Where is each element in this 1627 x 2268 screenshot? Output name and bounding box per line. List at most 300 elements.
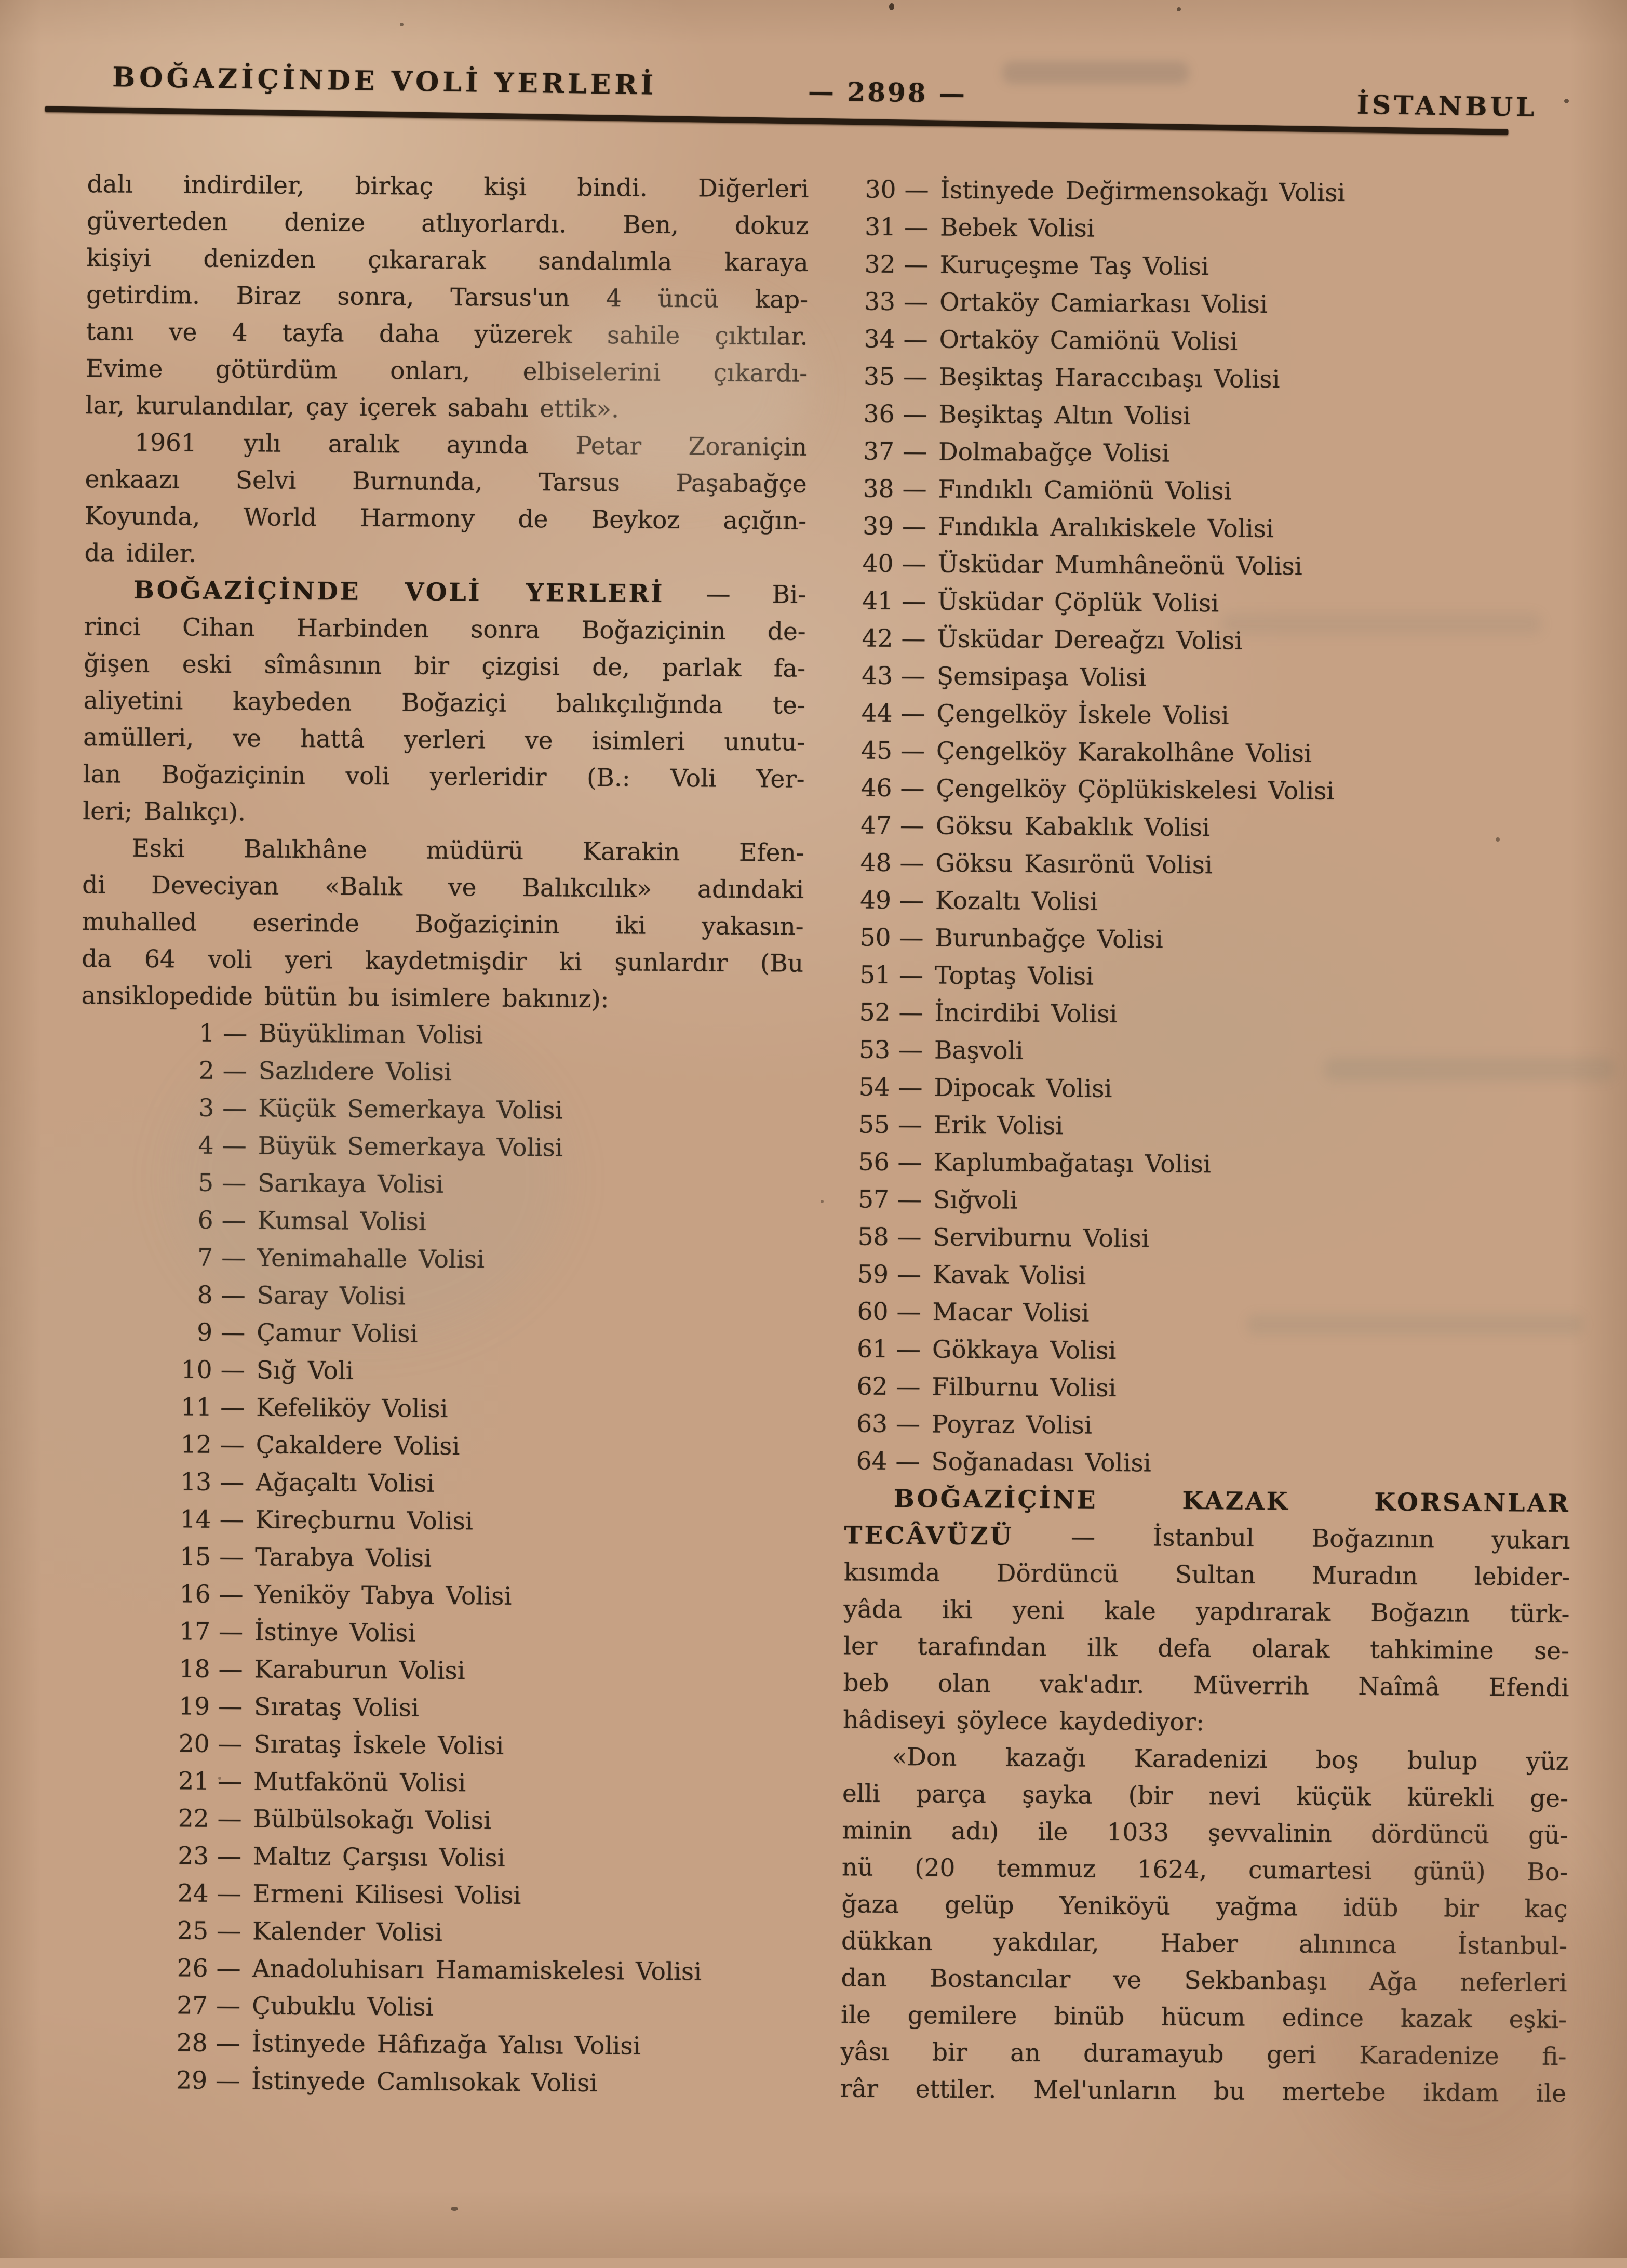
item-name: Kumsal Volisi bbox=[257, 1206, 427, 1236]
item-dash: — bbox=[899, 924, 924, 953]
item-name: Burunbağçe Volisi bbox=[935, 924, 1163, 954]
item-number: 27 bbox=[177, 1991, 208, 2020]
header-article-title: BOĞAZİÇİNDE VOLİ YERLERİ bbox=[112, 61, 657, 101]
list-item bbox=[847, 1256, 1572, 1298]
item-number: 47 bbox=[860, 811, 892, 840]
text-segment: — Bi- bbox=[664, 579, 806, 609]
item-dash: — bbox=[897, 1148, 922, 1177]
item-dash: — bbox=[222, 1056, 247, 1086]
text-line: güverteden denize atlıyorlardı. Ben, dokuz bbox=[86, 207, 809, 241]
item-number: 56 bbox=[858, 1148, 890, 1177]
text-line: aliyetini kaybeden Boğaziçi balıkçılığında te- bbox=[83, 686, 805, 720]
text-segment: — İstanbul Boğazının yukarı bbox=[1013, 1522, 1570, 1555]
text-line: getirdim. Biraz sonra, Tarsus'un 4 üncü kap- bbox=[86, 281, 809, 314]
item-dash: — bbox=[899, 811, 925, 841]
list-item bbox=[849, 956, 1574, 999]
item-name: Kaplumbağataşı Volisi bbox=[933, 1148, 1212, 1179]
text-line: yâda iki yeni kale yapdırarak Boğazın türk- bbox=[843, 1595, 1570, 1629]
item-number: 24 bbox=[177, 1879, 209, 1908]
item-number: 53 bbox=[859, 1035, 891, 1064]
item-name: Kuruçeşme Taş Volisi bbox=[939, 250, 1209, 282]
item-number: 43 bbox=[862, 661, 893, 690]
item-number: 37 bbox=[863, 437, 895, 466]
item-name: Beşiktaş Altın Volisi bbox=[938, 400, 1191, 431]
list-item bbox=[156, 1239, 801, 1281]
item-number: 14 bbox=[180, 1505, 211, 1534]
item-dash: — bbox=[220, 1393, 245, 1422]
item-dash: — bbox=[897, 1223, 922, 1252]
item-dash: — bbox=[904, 213, 929, 242]
item-number: 10 bbox=[181, 1355, 212, 1384]
text-line: kişiyi denizden çıkararak sandalımla karaya bbox=[86, 244, 809, 277]
text-line: di Deveciyan «Balık ve Balıkcılık» adındaki bbox=[82, 871, 804, 904]
text-line: minin adı) ile 1033 şevvalinin dördüncü gü- bbox=[842, 1816, 1568, 1850]
item-number: 38 bbox=[863, 474, 894, 503]
item-name: Göksu Kasırönü Volisi bbox=[935, 849, 1213, 880]
item-name: Maltız Çarşısı Volisi bbox=[252, 1842, 505, 1873]
text-line: da 64 voli yeri kaydetmişdir ki şunlardır (Bu bbox=[82, 944, 804, 978]
list-item bbox=[151, 1950, 796, 1992]
list-item bbox=[846, 1330, 1571, 1373]
item-dash: — bbox=[217, 1842, 242, 1871]
list-item bbox=[153, 1576, 799, 1618]
item-dash: — bbox=[904, 250, 929, 279]
item-name: Kalender Volisi bbox=[252, 1917, 443, 1947]
text-line: dan Bostancılar ve Sekbanbaşı Ağa neferleri bbox=[841, 1964, 1567, 1998]
text-line: muhalled eserinde Boğaziçinin iki yakasın- bbox=[82, 908, 804, 941]
item-number: 61 bbox=[856, 1335, 889, 1364]
item-dash: — bbox=[897, 1185, 922, 1215]
text-line: rinci Cihan Harbinden sonra Boğaziçinin de- bbox=[84, 612, 806, 646]
list-item bbox=[853, 321, 1578, 363]
item-number: 5 bbox=[198, 1168, 214, 1197]
item-name: Poyraz Volisi bbox=[931, 1410, 1093, 1440]
list-item bbox=[849, 919, 1574, 962]
item-name: İncirdibi Volisi bbox=[934, 998, 1118, 1029]
paragraph bbox=[81, 830, 804, 1019]
item-dash: — bbox=[899, 849, 924, 878]
item-name: Ortaköy Camiönü Volisi bbox=[939, 325, 1238, 356]
item-number: 15 bbox=[180, 1542, 211, 1571]
item-name: İstinyede Hâfızağa Yalısı Volisi bbox=[251, 2029, 641, 2061]
item-dash: — bbox=[219, 1505, 244, 1535]
list-item bbox=[152, 1800, 797, 1842]
item-number: 41 bbox=[862, 586, 894, 616]
text-line bbox=[844, 1517, 1570, 1559]
item-name: Dolmabağçe Volisi bbox=[938, 437, 1170, 468]
item-name: Çubuklu Volisi bbox=[251, 1992, 434, 2022]
list-item bbox=[853, 433, 1578, 475]
paragraph bbox=[840, 1738, 1569, 2112]
list-item bbox=[156, 1202, 801, 1244]
list-item bbox=[154, 1501, 799, 1543]
list-item bbox=[154, 1538, 799, 1580]
paragraph bbox=[83, 571, 806, 835]
item-number: 58 bbox=[857, 1222, 889, 1251]
list-item bbox=[152, 1837, 797, 1879]
list-item bbox=[852, 545, 1577, 588]
text-line: lan Boğaziçinin voli yerleridir (B.: Voli Yer- bbox=[83, 760, 805, 794]
list-item bbox=[854, 246, 1579, 288]
item-number: 63 bbox=[856, 1409, 888, 1438]
item-number: 9 bbox=[197, 1318, 213, 1347]
item-number: 22 bbox=[178, 1804, 209, 1833]
item-number: 11 bbox=[181, 1393, 212, 1422]
item-dash: — bbox=[903, 288, 929, 317]
item-number: 13 bbox=[180, 1467, 212, 1497]
list-item bbox=[151, 1987, 796, 2029]
list-item bbox=[852, 582, 1577, 625]
item-name: Karaburun Volisi bbox=[254, 1655, 465, 1686]
list-item bbox=[154, 1463, 800, 1505]
list-item bbox=[848, 1143, 1572, 1186]
text-line: yâsı bir an duramayub geri Karadenize fi- bbox=[840, 2037, 1567, 2072]
item-number: 4 bbox=[198, 1131, 214, 1160]
item-name: Beşiktaş Haraccıbaşı Volisi bbox=[938, 363, 1280, 394]
item-name: Şemsipaşa Volisi bbox=[936, 662, 1147, 692]
list-item bbox=[150, 2062, 796, 2104]
list-item bbox=[848, 1069, 1573, 1111]
list-item bbox=[155, 1389, 800, 1431]
text-line: elli parça şayka (bir nevi küçük kürekli ge- bbox=[842, 1779, 1569, 1813]
paragraph bbox=[843, 1480, 1570, 1743]
running-header bbox=[0, 60, 1627, 146]
item-number: 55 bbox=[858, 1110, 890, 1139]
item-name: Ortaköy Camiarkası Volisi bbox=[939, 288, 1268, 319]
item-name: Ermeni Kilisesi Volisi bbox=[252, 1879, 521, 1910]
list-item bbox=[845, 1443, 1570, 1485]
item-number: 25 bbox=[177, 1916, 209, 1945]
item-dash: — bbox=[896, 1335, 921, 1364]
bold-text: BOĞAZİÇİNDE VOLİ YERLERİ bbox=[133, 576, 665, 608]
item-dash: — bbox=[218, 1729, 243, 1759]
list-item bbox=[153, 1650, 798, 1692]
item-number: 8 bbox=[197, 1280, 213, 1310]
item-dash: — bbox=[898, 961, 924, 990]
text-line: ğişen eski sîmâsının bir çizgisi de, parlak fa- bbox=[83, 649, 806, 683]
item-number: 36 bbox=[863, 399, 895, 429]
list-item bbox=[849, 1031, 1574, 1074]
list-item bbox=[851, 657, 1576, 700]
item-number: 52 bbox=[859, 998, 891, 1027]
item-dash: — bbox=[903, 400, 927, 429]
item-number: 19 bbox=[179, 1692, 210, 1721]
item-dash: — bbox=[896, 1298, 921, 1327]
item-name: Kefeliköy Volisi bbox=[256, 1393, 448, 1423]
voli-list bbox=[844, 171, 1580, 1485]
item-dash: — bbox=[220, 1430, 245, 1460]
item-dash: — bbox=[901, 624, 926, 653]
item-dash: — bbox=[900, 737, 925, 766]
list-item bbox=[846, 1405, 1571, 1448]
item-dash: — bbox=[217, 1767, 243, 1796]
item-name: Kavak Volisi bbox=[932, 1260, 1086, 1290]
item-dash: — bbox=[217, 1879, 241, 1909]
item-name: Sazlıdere Volisi bbox=[258, 1057, 452, 1087]
item-name: Dipocak Volisi bbox=[934, 1073, 1112, 1103]
text-line bbox=[84, 571, 806, 613]
item-name: Küçük Semerkaya Volisi bbox=[258, 1094, 563, 1125]
item-dash: — bbox=[900, 699, 925, 728]
item-number: 60 bbox=[857, 1297, 889, 1326]
item-number: 3 bbox=[198, 1093, 214, 1123]
item-number: 29 bbox=[176, 2066, 208, 2095]
item-name: Büyükliman Volisi bbox=[259, 1019, 483, 1050]
list-item bbox=[852, 470, 1577, 513]
item-name: Kozaltı Volisi bbox=[935, 886, 1098, 916]
item-dash: — bbox=[898, 998, 923, 1028]
paragraph bbox=[84, 424, 807, 577]
item-number: 21 bbox=[178, 1767, 210, 1796]
list-item bbox=[846, 1368, 1571, 1410]
list-item bbox=[848, 1181, 1572, 1223]
item-name: İstinye Volisi bbox=[254, 1618, 416, 1648]
text-line: hâdiseyi şöylece kaydediyor: bbox=[842, 1705, 1205, 1737]
text-line: amülleri, ve hattâ yerleri ve isimleri unutu- bbox=[83, 723, 805, 757]
list-item bbox=[156, 1164, 802, 1206]
list-item bbox=[152, 1763, 798, 1805]
item-number: 59 bbox=[857, 1260, 889, 1289]
item-number: 49 bbox=[860, 886, 892, 915]
item-number: 45 bbox=[861, 736, 893, 765]
item-name: Macar Volisi bbox=[932, 1298, 1090, 1328]
item-dash: — bbox=[217, 1804, 242, 1834]
item-name: Mutfakönü Volisi bbox=[253, 1767, 466, 1798]
item-number: 16 bbox=[179, 1580, 211, 1609]
item-number: 18 bbox=[179, 1655, 210, 1684]
item-name: Tarabya Volisi bbox=[254, 1543, 432, 1573]
item-name: Bülbülsokağı Volisi bbox=[253, 1805, 492, 1835]
item-dash: — bbox=[900, 774, 925, 803]
list-item bbox=[153, 1613, 799, 1655]
list-item bbox=[151, 1875, 797, 1917]
text-line: leri; Balıkçı). bbox=[82, 797, 246, 827]
item-dash: — bbox=[222, 1131, 247, 1160]
item-dash: — bbox=[902, 437, 927, 466]
item-name: Çengelköy Çöplükiskelesi Volisi bbox=[936, 774, 1335, 806]
list-item bbox=[846, 1293, 1571, 1336]
text-line: tanı ve 4 tayfa daha yüzerek sahile çıktılar. bbox=[86, 317, 808, 351]
item-name: Sırataş Volisi bbox=[253, 1692, 420, 1723]
item-dash: — bbox=[218, 1617, 244, 1647]
item-name: Sarıkaya Volisi bbox=[258, 1169, 444, 1199]
text-line: râr ettiler. Mel'unların bu mertebe ikdam ile bbox=[840, 2074, 1567, 2109]
item-dash: — bbox=[903, 325, 928, 354]
item-number: 23 bbox=[178, 1842, 209, 1871]
item-dash: — bbox=[902, 475, 927, 504]
item-name: Çakaldere Volisi bbox=[256, 1431, 460, 1461]
item-dash: — bbox=[218, 1692, 243, 1722]
item-name: İstinyede Camlısokak Volisi bbox=[251, 2066, 598, 2098]
item-dash: — bbox=[902, 512, 927, 541]
text-line: dükkan yakdılar, Haber alınınca İstanbul- bbox=[841, 1927, 1568, 1961]
item-number: 33 bbox=[864, 287, 896, 316]
list-item bbox=[850, 807, 1575, 849]
column-left bbox=[74, 166, 809, 2104]
text-line: nü (20 temmuz 1624, cumartesi günü) Bo- bbox=[841, 1853, 1568, 1887]
item-number: 50 bbox=[859, 923, 891, 952]
list-item bbox=[854, 208, 1579, 251]
item-name: Saray Volisi bbox=[257, 1281, 406, 1311]
item-dash: — bbox=[219, 1467, 245, 1497]
list-item bbox=[155, 1351, 800, 1393]
item-dash: — bbox=[903, 363, 928, 392]
paragraph bbox=[85, 166, 809, 429]
item-name: Fındıklı Camiönü Volisi bbox=[938, 475, 1232, 506]
item-dash: — bbox=[219, 1542, 244, 1572]
item-name: Çengelköy Karakolhâne Volisi bbox=[936, 737, 1312, 768]
voli-list bbox=[74, 1014, 803, 2104]
text-line: da idiler. bbox=[84, 539, 197, 568]
header-page-number: — 2898 — bbox=[808, 76, 967, 109]
item-dash: — bbox=[222, 1093, 247, 1123]
item-number: 34 bbox=[864, 325, 895, 354]
item-name: Sığ Voli bbox=[256, 1356, 354, 1385]
text-line: ler tarafından ilk defa olarak tahkimine se- bbox=[843, 1632, 1570, 1666]
list-item bbox=[155, 1314, 801, 1356]
item-dash: — bbox=[215, 2066, 240, 2096]
item-dash: — bbox=[901, 587, 926, 616]
item-number: 46 bbox=[860, 773, 892, 803]
item-dash: — bbox=[221, 1243, 246, 1273]
column-right bbox=[840, 171, 1580, 2112]
item-number: 30 bbox=[865, 175, 896, 204]
item-dash: — bbox=[221, 1206, 246, 1235]
list-item bbox=[850, 769, 1575, 812]
text-line: «Don kazağı Karadenizi boş bulup yüz bbox=[892, 1742, 1569, 1777]
item-name: Yeniköy Tabya Volisi bbox=[254, 1580, 512, 1611]
text-line: enkaazı Selvi Burnunda, Tarsus Paşabağçe bbox=[85, 465, 807, 499]
bold-text: TECÂVÜZÜ bbox=[844, 1521, 1014, 1551]
item-number: 20 bbox=[178, 1729, 210, 1758]
item-name: Bebek Volisi bbox=[939, 213, 1095, 243]
item-number: 39 bbox=[863, 512, 894, 541]
list-item bbox=[847, 1218, 1572, 1261]
text-line: Koyunda, World Harmony de Beykoz açığın- bbox=[84, 502, 807, 536]
list-item bbox=[153, 1688, 798, 1730]
item-dash: — bbox=[896, 1260, 922, 1289]
text-line: lar, kurulandılar, çay içerek sabahı ettik». bbox=[85, 391, 620, 424]
item-name: Üsküdar Dereağzı Volisi bbox=[937, 624, 1243, 656]
list-item bbox=[854, 283, 1579, 326]
item-dash: — bbox=[900, 662, 926, 691]
item-dash: — bbox=[216, 2029, 240, 2058]
item-dash: — bbox=[221, 1280, 246, 1310]
list-item bbox=[150, 2024, 796, 2066]
text-line: ğaza gelüp Yeniköyü yağma idüb bir kaç bbox=[841, 1890, 1568, 1924]
list-item bbox=[850, 882, 1575, 924]
item-name: Yenimahalle Volisi bbox=[257, 1244, 485, 1274]
item-dash: — bbox=[898, 1073, 923, 1102]
list-item bbox=[157, 1089, 802, 1131]
item-name: Başvoli bbox=[934, 1036, 1024, 1065]
item-number: 2 bbox=[198, 1056, 214, 1085]
list-item bbox=[853, 395, 1578, 438]
item-number: 6 bbox=[197, 1206, 213, 1235]
item-number: 17 bbox=[179, 1617, 211, 1646]
item-number: 51 bbox=[859, 960, 891, 990]
list-item bbox=[848, 1106, 1573, 1149]
item-number: 31 bbox=[865, 212, 896, 242]
item-dash: — bbox=[216, 1991, 241, 2021]
item-number: 35 bbox=[864, 362, 895, 391]
item-dash: — bbox=[897, 1111, 923, 1140]
item-dash: — bbox=[216, 1954, 241, 1983]
list-item bbox=[849, 994, 1574, 1036]
list-item bbox=[854, 171, 1579, 214]
item-dash: — bbox=[218, 1655, 243, 1684]
bold-text: BOĞAZİÇİNE KAZAK KORSANLAR bbox=[893, 1484, 1571, 1518]
item-name: Üsküdar Çöplük Volisi bbox=[937, 587, 1219, 618]
item-dash: — bbox=[898, 1036, 923, 1065]
item-name: Üsküdar Mumhâneönü Volisi bbox=[937, 550, 1302, 581]
text-line: Eski Balıkhâne müdürü Karakin Efen- bbox=[131, 834, 804, 868]
item-number: 26 bbox=[177, 1954, 208, 1983]
list-item bbox=[850, 844, 1575, 887]
item-number: 64 bbox=[856, 1447, 888, 1476]
item-number: 57 bbox=[858, 1185, 890, 1214]
text-line: dalı indirdiler, birkaç kişi bindi. Diğerleri bbox=[87, 170, 809, 204]
item-dash: — bbox=[904, 176, 929, 205]
item-number: 28 bbox=[176, 2029, 208, 2058]
item-dash: — bbox=[219, 1580, 244, 1609]
list-item bbox=[851, 620, 1576, 662]
item-number: 40 bbox=[862, 549, 894, 578]
item-name: Çengelköy İskele Volisi bbox=[936, 699, 1229, 730]
item-name: Fındıkla Aralıkiskele Volisi bbox=[937, 512, 1274, 544]
item-name: Sırataş İskele Volisi bbox=[253, 1730, 504, 1760]
item-dash: — bbox=[895, 1447, 920, 1476]
text-line: kısımda Dördüncü Sultan Muradın lebider- bbox=[843, 1558, 1570, 1592]
text-line: 1961 yılı aralık ayında Petar Zoraniçin bbox=[134, 428, 808, 462]
list-item bbox=[154, 1426, 800, 1468]
text-line: Evime götürdüm onları, elbiselerini çıkardı- bbox=[85, 354, 808, 388]
item-number: 32 bbox=[864, 250, 896, 279]
item-dash: — bbox=[896, 1372, 921, 1402]
item-number: 12 bbox=[180, 1430, 212, 1459]
item-name: Sığvoli bbox=[933, 1185, 1018, 1215]
item-number: 7 bbox=[197, 1243, 213, 1272]
item-dash: — bbox=[220, 1355, 245, 1385]
item-number: 54 bbox=[858, 1073, 890, 1102]
list-item bbox=[157, 1052, 802, 1094]
item-dash: — bbox=[895, 1410, 921, 1439]
item-name: Gökkaya Volisi bbox=[932, 1335, 1117, 1365]
list-item bbox=[156, 1127, 802, 1169]
text-line: ansiklopedide bütün bu isimlere bakınız): bbox=[81, 981, 609, 1014]
item-name: Anadoluhisarı Hamamiskelesi Volisi bbox=[252, 1954, 702, 1986]
item-name: Göksu Kabaklık Volisi bbox=[935, 811, 1211, 843]
list-item bbox=[853, 358, 1578, 401]
list-item bbox=[157, 1015, 803, 1057]
list-item bbox=[152, 1725, 798, 1767]
item-name: İstinyede Değirmensokağı Volisi bbox=[940, 176, 1346, 207]
item-number: 62 bbox=[856, 1372, 888, 1401]
item-name: Serviburnu Volisi bbox=[933, 1223, 1150, 1253]
text-line bbox=[844, 1480, 1570, 1522]
list-item bbox=[151, 1912, 797, 1954]
item-dash: — bbox=[899, 886, 924, 915]
item-dash: — bbox=[220, 1318, 246, 1348]
item-name: Çamur Volisi bbox=[256, 1318, 418, 1349]
item-name: Ağaçaltı Volisi bbox=[255, 1468, 435, 1498]
list-item bbox=[851, 695, 1576, 737]
item-dash: — bbox=[222, 1168, 247, 1198]
item-dash: — bbox=[223, 1019, 248, 1048]
item-name: Erik Volisi bbox=[933, 1111, 1064, 1141]
list-item bbox=[155, 1276, 801, 1318]
item-dash: — bbox=[902, 550, 926, 579]
